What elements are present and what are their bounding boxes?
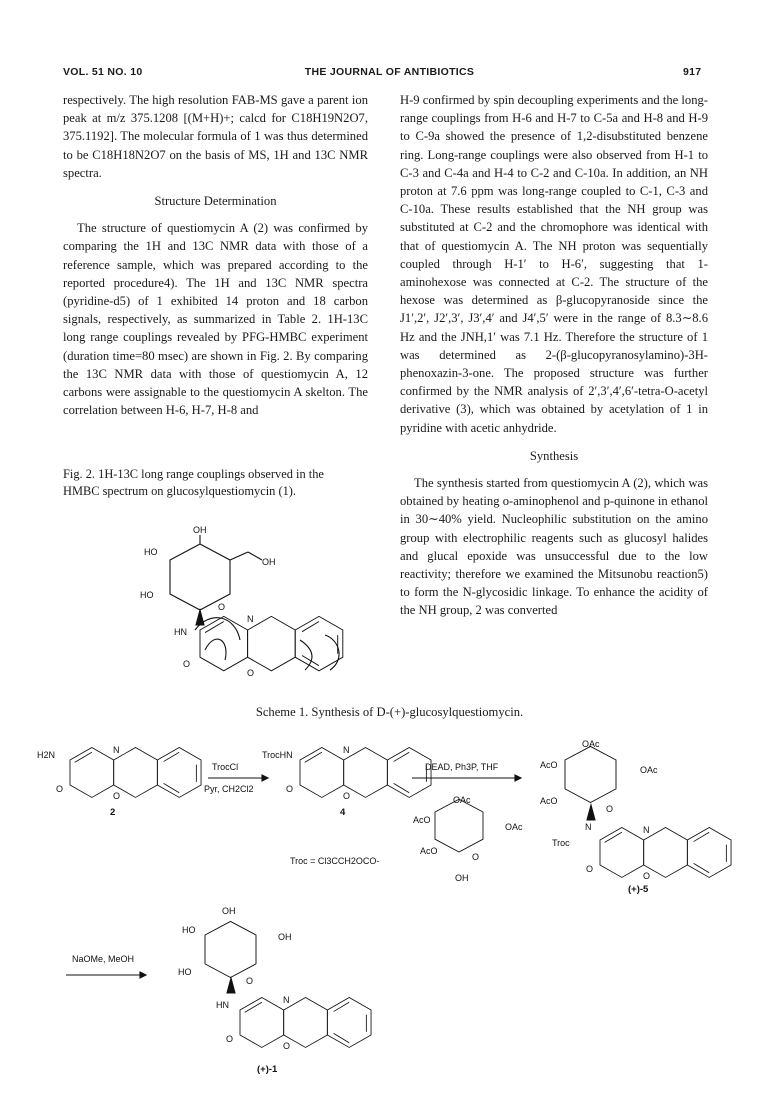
fig-atom-o-bridge: O: [247, 668, 255, 678]
fig-atom-ring-o: O: [218, 602, 226, 612]
section-heading-structure: Structure Determination: [154, 194, 277, 209]
c5-atom-aco-low: AcO: [540, 796, 558, 806]
c1-atom-bridge-o: O: [283, 1041, 291, 1051]
c5-atom-ring-o: O: [606, 804, 614, 814]
compound-5-label: (+)-5: [628, 884, 649, 895]
c1-atom-hn: HN: [216, 1000, 229, 1010]
c4-atom-trochn: TrocHN: [262, 750, 293, 760]
right-paragraph-1: H-9 confirmed by spin decoupling experiments and the long-range couplings from H-6 and H-7 to C-5a and H-8 and H-9 to C-9a showed the presence of 1,2-disubstituted benzene ring. Long-range couplings were also observed from H-1 to C-3 and C-4a and H-4 to C-2 and C-10a. In addition, an NH proton at 7.6 ppm was long-range coupled to C-1, C-3 and C-10a. These results established that the NH group was substituted at C-2 and the chromophore was identical with that of questiomycin A. The NH proton was sequentially coupled through H-1′ to H-6′, suggesting that 1-aminohexose was connected at C-2. The structure of the hexose was determined as β-glucopyranoside since the J1′,2′, J2′,3′, J3′,4′ and J4′,5′ were in the range of 8.3∼8.6 Hz and the JNH,1′ was 7.1 Hz. Therefore the structure of 1 was determined as 2-(β-glucopyranosylamino)-3H-phenoxazin-3-one. The proposed structure was further confirmed by the NMR analysis of 2′,3′,4′,6′-tetra-O-acetyl derivative (3), which was obtained by acetylation of 1 in pyridine with acetic anhydride.: [400, 93, 708, 435]
troc-definition: Troc = Cl3CCH2OCO-: [290, 856, 380, 866]
c1-atom-ho-left: HO: [182, 925, 196, 935]
figure-2-structure: [140, 525, 343, 678]
compound-5-structure: [540, 739, 731, 895]
header-journal: THE JOURNAL OF ANTIBIOTICS: [304, 66, 475, 78]
c4-atom-n: N: [343, 745, 350, 755]
reagent-pyr: Pyr, CH2Cl2: [204, 784, 254, 794]
compound-2-structure: [37, 745, 201, 818]
reagent-naome: NaOMe, MeOH: [72, 954, 135, 964]
sugar-atom-oh: OH: [455, 873, 469, 883]
c1-atom-ring-o: O: [246, 976, 254, 986]
c5-atom-troc: Troc: [552, 838, 570, 848]
fig-atom-ho-low: HO: [140, 590, 154, 600]
sugar-atom-oac-top: OAc: [453, 795, 471, 805]
c1-atom-ho-low: HO: [178, 967, 192, 977]
figure-caption-text: 1H-13C long range couplings observed in the HMBC spectrum on glucosylquestiomycin (1).: [63, 467, 324, 498]
c5-atom-ring-n: N: [643, 825, 650, 835]
sugar-atom-aco-low: AcO: [420, 846, 438, 856]
compound-1-structure: [178, 906, 371, 1075]
c2-atom-o: O: [113, 791, 121, 801]
fig-atom-oh-top: OH: [193, 525, 207, 535]
c1-atom-n: N: [283, 995, 290, 1005]
arrow-step-3: [66, 954, 146, 978]
sugar-atom-ring-o: O: [472, 852, 480, 862]
arrow-step-1: [204, 762, 268, 794]
fig-atom-carbonyl-o: O: [183, 659, 191, 669]
c2-atom-carbonyl-o: O: [56, 784, 64, 794]
fig-atom-hn: HN: [174, 627, 187, 637]
c2-atom-h2n: H2N: [37, 750, 56, 760]
fig-atom-n: N: [247, 614, 254, 624]
c1-atom-oh-right: OH: [278, 932, 292, 942]
c5-atom-oac-top: OAc: [582, 739, 600, 749]
sugar-atom-aco-left: AcO: [413, 815, 431, 825]
sugar-atom-oac-right: OAc: [505, 822, 523, 832]
compound-2-label: 2: [110, 807, 116, 818]
header-page: 917: [683, 66, 702, 78]
c5-atom-bridge-o: O: [643, 871, 651, 881]
c5-atom-oac-right: OAc: [640, 765, 658, 775]
figure-label: Fig. 2.: [63, 467, 96, 481]
fig-atom-ho-left: HO: [144, 547, 158, 557]
c4-atom-o: O: [343, 791, 351, 801]
left-paragraph-2: The structure of questiomycin A (2) was confirmed by comparing the 1H and 13C NMR data with those of a reference sample, which was prepared according to the reported procedure4). The 1H and 13C NMR spectra (pyridine-d5) of 1 exhibited 14 proton and 18 carbon signals, respectively, as summarized in Table 2. 1H-13C long range couplings revealed by PFG-HMBC experiment (duration time=80 msec) are shown in Fig. 2. By comparing the 13C NMR data with those of questiomycin A, 12 carbons were assignable to the questiomycin A skelton. The correlation between H-6, H-7, H-8 and: [63, 221, 368, 418]
c5-atom-carbonyl-o: O: [586, 864, 594, 874]
c5-atom-aco-left: AcO: [540, 760, 558, 770]
c1-atom-oh-top: OH: [222, 906, 236, 916]
compound-1-label: (+)-1: [257, 1064, 278, 1075]
arrow-step-2: [412, 762, 523, 883]
c4-atom-carbonyl-o: O: [286, 784, 294, 794]
reagent-trocCl: TrocCl: [212, 762, 239, 772]
left-paragraph-1: respectively. The high resolution FAB-MS gave a parent ion peak at m/z 375.1208 [(M+H)+; calcd for C18H19N2O7, 375.1192]. The molecular formula of 1 was thus determined to be C18H18N2O7 on the basis of MS, 1H and 13C NMR spectra.: [63, 93, 368, 180]
compound-4-label: 4: [340, 807, 346, 818]
reagent-dead: DEAD, Ph3P, THF: [425, 762, 499, 772]
right-paragraph-2: The synthesis started from questiomycin A (2), which was obtained by heating o-aminophenol and p-quinone in ethanol in 30∼40% yield. Nucleophilic substitution on the amino group with electrophilic reagents such as glucosyl halides and glucal epoxide was unsuccessful due to the low reactivity; therefore we examined the Mitsunobu reaction5) to form the N-glycosidic linkage. To enhance the acidity of the NH group, 2 was converted: [400, 476, 708, 618]
c1-atom-carbonyl-o: O: [226, 1034, 234, 1044]
scheme-title: Scheme 1. Synthesis of D-(+)-glucosylquestiomycin.: [255, 705, 524, 719]
header-volume: VOL. 51 NO. 10: [63, 66, 143, 78]
c5-atom-n: N: [585, 822, 592, 832]
c2-atom-n: N: [113, 745, 120, 755]
fig-atom-oh-right: OH: [262, 557, 276, 567]
section-heading-synthesis: Synthesis: [529, 448, 579, 463]
compound-4-structure: [262, 745, 431, 818]
